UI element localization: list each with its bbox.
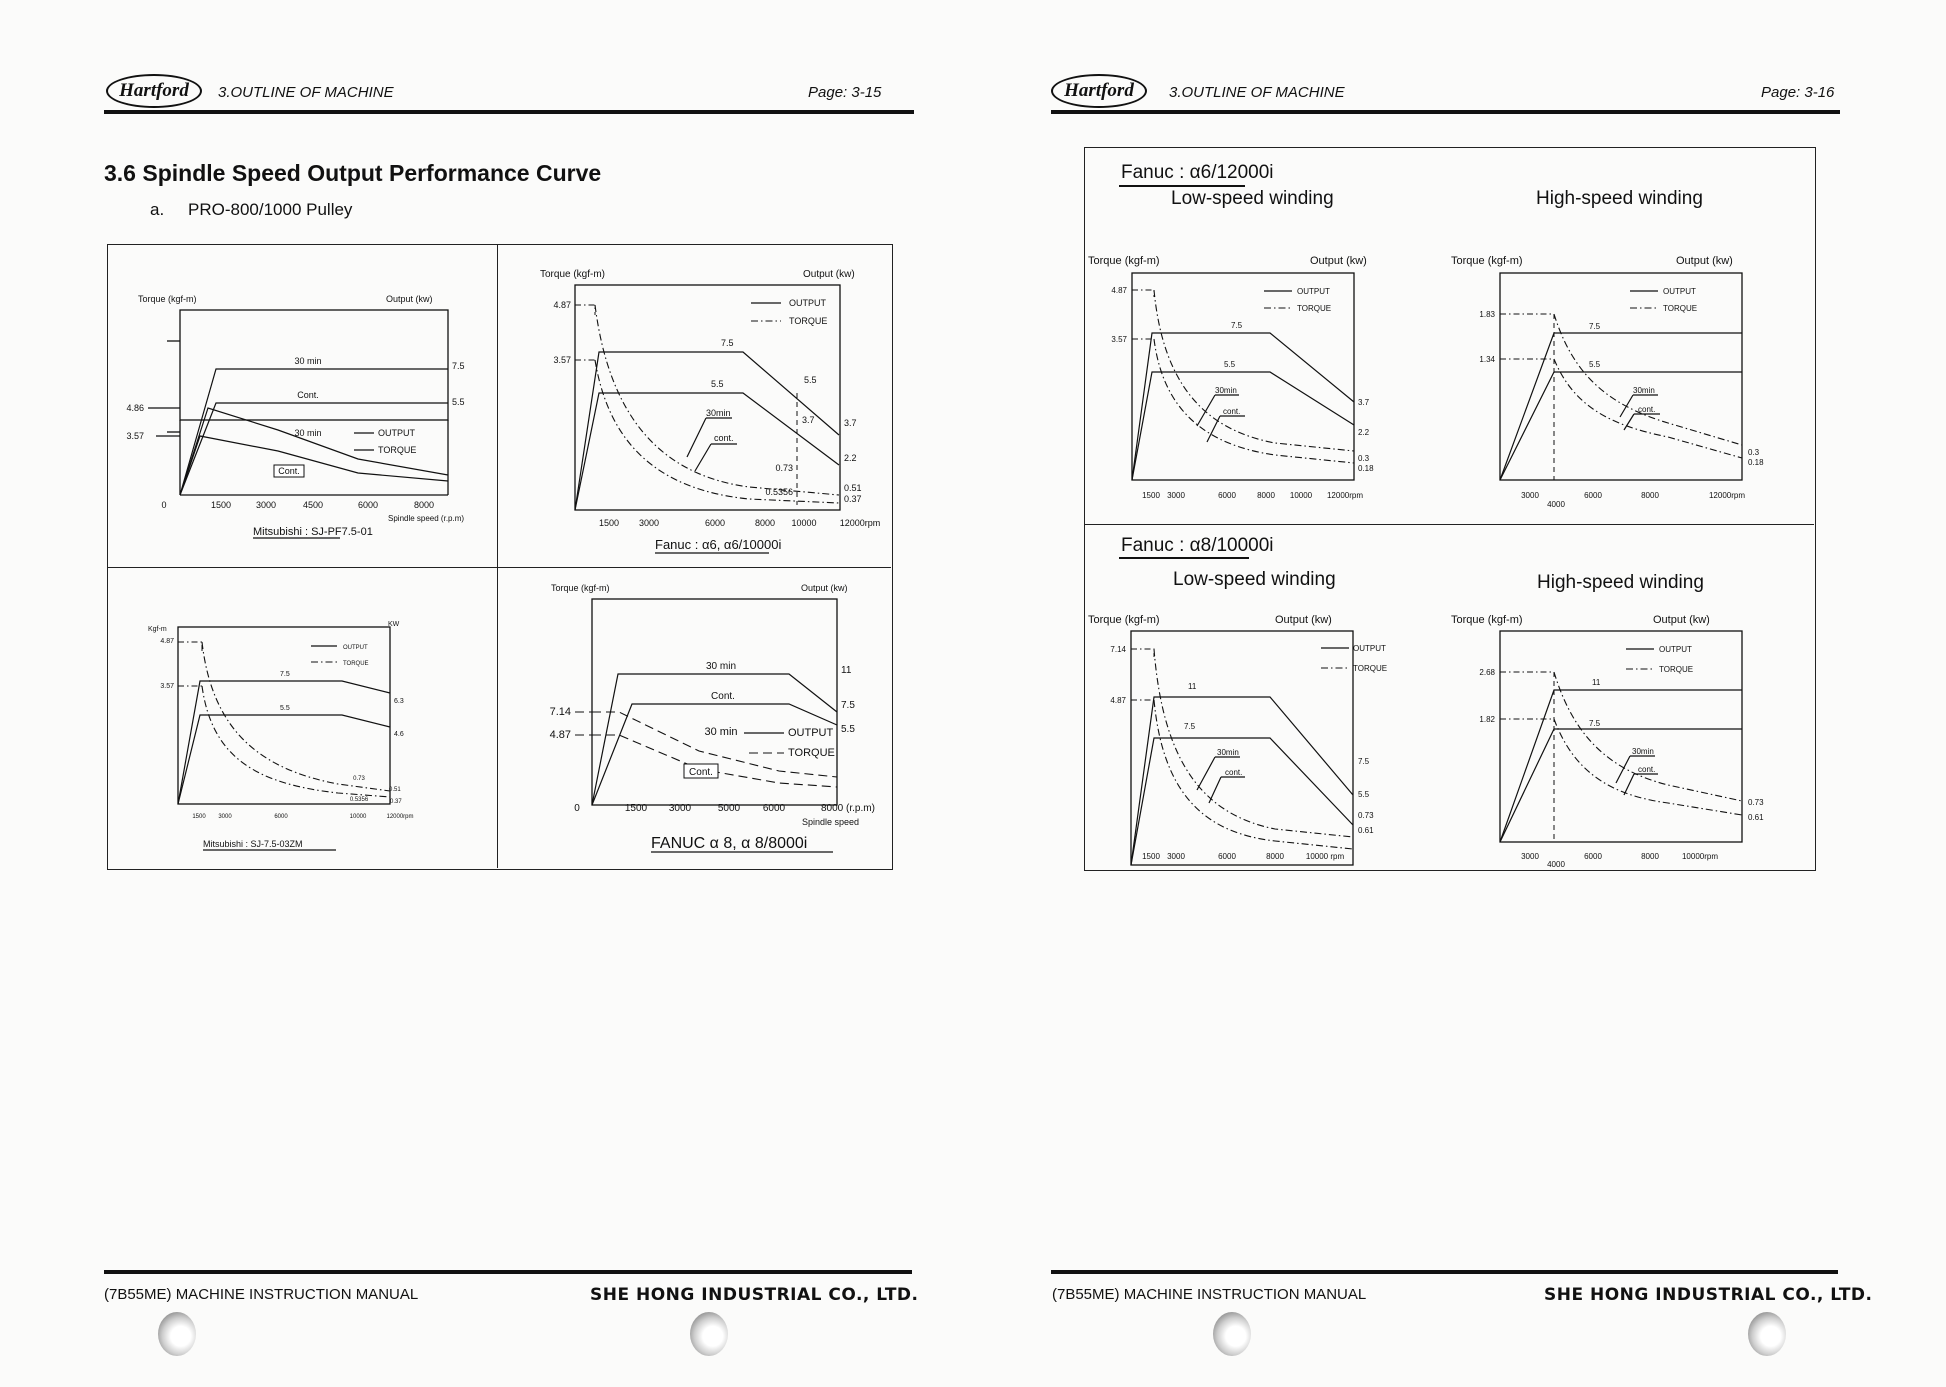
x-tick: 1500 <box>1142 852 1160 861</box>
output-tick-7.5: 7.5 <box>841 700 855 711</box>
annotation-30min-leader <box>1616 756 1630 783</box>
legend-output: OUTPUT <box>789 298 826 308</box>
x-tick: 12000rpm <box>839 518 881 528</box>
footer-rule <box>104 1270 912 1274</box>
annotation-cont: cont. <box>1638 405 1656 414</box>
x-tick: 10000 <box>791 518 817 528</box>
legend-output: OUTPUT <box>1663 287 1696 296</box>
x-tick: 3000 <box>255 500 277 510</box>
legend-torque: TORQUE <box>1659 665 1694 674</box>
torque-tick-3.57: 3.57 <box>126 431 144 441</box>
binder-hole <box>158 1312 196 1356</box>
x-tick: 3000 <box>1521 491 1539 500</box>
y2-axis-label: Output (kw) <box>1275 614 1332 626</box>
annotation-5.5-right: 5.5 <box>804 375 817 385</box>
legend-torque: TORQUE <box>378 445 417 455</box>
output-tick-2.2: 2.2 <box>1358 428 1370 437</box>
chart-title: FANUC α 8, α 8/8000i <box>651 835 808 852</box>
torque-tick-4.87: 4.87 <box>553 300 571 310</box>
annotation-30min: 30min <box>1215 386 1237 395</box>
annotation-3.7: 3.7 <box>802 415 815 425</box>
footer-company: SHE HONG INDUSTRIAL CO., LTD. <box>590 1285 919 1305</box>
output-tick-11: 11 <box>841 665 852 676</box>
x-tick: 3000 <box>668 803 692 814</box>
annotation-torque-30min: 30 min <box>294 428 322 438</box>
legend-torque: TORQUE <box>1353 664 1388 673</box>
group-title-a8-underline <box>1119 557 1249 559</box>
annotation-5.5: 5.5 <box>1224 360 1236 369</box>
annotation-torque-cont: Cont. <box>689 767 713 778</box>
chart-mitsubishi-sj-pf7 <box>108 245 496 566</box>
x-tick: 6000 <box>357 500 379 510</box>
x-tick: 6000 <box>1584 491 1602 500</box>
output-tick-0.18: 0.18 <box>1358 464 1374 473</box>
torque-tick-4.87: 4.87 <box>160 638 174 645</box>
annotation-cont-leader <box>1207 416 1220 442</box>
torque-tick-4.86: 4.86 <box>126 403 144 413</box>
x-tick: 0 <box>161 500 167 510</box>
binder-hole <box>1748 1312 1786 1356</box>
output-cont-line <box>1500 729 1742 842</box>
x-tick: 10000rpm <box>1681 852 1719 861</box>
binder-hole <box>1213 1312 1251 1356</box>
footer-company: SHE HONG INDUSTRIAL CO., LTD. <box>1544 1285 1873 1305</box>
plot-frame <box>1500 273 1742 480</box>
x-axis-label: Spindle speed (r.p.m) <box>388 514 465 523</box>
x-tick: 6000 <box>704 518 726 528</box>
chart-title: Mitsubishi : SJ-PF7.5-01 <box>253 526 373 538</box>
torque-tick-1.83: 1.83 <box>1479 310 1495 319</box>
chart-grid-vdivider <box>497 244 498 868</box>
page-number: Page: 3-15 <box>808 84 882 101</box>
x-tick: 3000 <box>638 518 660 528</box>
x-tick: 4000 <box>1547 860 1565 867</box>
legend-torque: TORQUE <box>343 661 369 667</box>
plot-frame <box>1131 631 1353 865</box>
output-tick-6.3: 6.3 <box>394 698 404 705</box>
annotation-7.5: 7.5 <box>1589 719 1601 728</box>
x-tick: 10000 <box>1289 491 1313 500</box>
torque-tick-7.14: 7.14 <box>1110 645 1126 654</box>
chart-fanuc-a8 <box>499 569 889 867</box>
right-page <box>973 0 1946 1387</box>
x-tick: 8000 <box>1257 491 1275 500</box>
torque-30min-line <box>1554 672 1742 801</box>
section-title: 3.6 Spindle Speed Output Performance Curve <box>104 160 602 186</box>
header-title: 3.OUTLINE OF MACHINE <box>218 84 394 101</box>
y2-axis-label: KW <box>388 621 400 628</box>
output-tick-4.6: 4.6 <box>394 731 404 738</box>
y2-axis-label: Output (kw) <box>801 583 848 593</box>
annotation-cont: cont. <box>1638 765 1656 774</box>
y2-axis-label: Output (kw) <box>1676 255 1733 267</box>
annotation-cont: Cont. <box>297 390 319 400</box>
torque-guide-4.87 <box>178 642 202 651</box>
y2-axis-label: Output (kw) <box>1310 255 1367 267</box>
group-title-a6-underline <box>1119 185 1245 187</box>
chart-a8-10000i-low <box>1085 605 1445 867</box>
legend-torque: TORQUE <box>1297 304 1332 313</box>
annotation-0.5356: 0.5356 <box>349 797 369 803</box>
x-tick: 12000rpm <box>386 814 414 820</box>
x-tick: 3000 <box>1167 491 1185 500</box>
x-tick: 8000 <box>1641 491 1659 500</box>
group-title-a6: Fanuc : α6/12000i <box>1121 162 1274 183</box>
torque-30min-line <box>1154 290 1354 451</box>
torque-cont-line <box>592 735 837 787</box>
output-tick-0.51: 0.51 <box>844 483 862 493</box>
x-tick: 8000 (r.p.m) <box>821 803 875 814</box>
output-tick-3.7: 3.7 <box>1358 398 1370 407</box>
footer-rule <box>1051 1270 1838 1274</box>
annotation-7.5: 7.5 <box>1184 722 1196 731</box>
annotation-7.5: 7.5 <box>1589 322 1601 331</box>
x-tick: 10000 <box>349 814 367 820</box>
annotation-30min-leader <box>1197 395 1215 426</box>
torque-tick-1.82: 1.82 <box>1479 715 1495 724</box>
x-tick: 8000 <box>1266 852 1284 861</box>
output-30min-line <box>1132 333 1354 480</box>
annotation-30min: 30min <box>1633 386 1655 395</box>
header-rule <box>1051 110 1840 114</box>
title-a8-high: High-speed winding <box>1537 572 1704 593</box>
chart-title: Fanuc : α6, α6/10000i <box>655 537 782 552</box>
annotation-30min-leader <box>1197 757 1215 790</box>
chart-a6-12000i-low <box>1085 245 1385 507</box>
hartford-logo: Hartford <box>106 74 202 108</box>
legend-torque: TORQUE <box>788 747 835 759</box>
output-cont-line <box>1132 372 1354 480</box>
x-tick: 4000 <box>1547 500 1565 507</box>
subsection-text: PRO-800/1000 Pulley <box>188 200 353 219</box>
output-30min-line <box>1131 697 1353 865</box>
x-tick: 10000 rpm <box>1305 852 1345 861</box>
annotation-30min: 30min <box>1217 748 1239 757</box>
subsection-marker: a. <box>150 200 165 219</box>
output-tick-2.2: 2.2 <box>844 453 857 463</box>
torque-30min-line <box>595 305 839 495</box>
x-tick: 12000rpm <box>1708 491 1746 500</box>
annotation-30min-leader <box>687 418 706 457</box>
x-tick: 1500 <box>624 803 648 814</box>
x-tick: 5000 <box>717 803 741 814</box>
torque-30min-line <box>1554 314 1742 445</box>
annotation-30min: 30min <box>706 408 731 418</box>
y-axis-label: Torque (kgf-m) <box>1088 614 1160 626</box>
x-tick: 4500 <box>302 500 324 510</box>
output-tick-0.73: 0.73 <box>1358 811 1374 820</box>
x-tick: 3000 <box>1521 852 1539 861</box>
annotation-cont: Cont. <box>711 691 735 702</box>
x-tick: 3000 <box>1167 852 1185 861</box>
x-tick: 6000 <box>1218 491 1236 500</box>
annotation-cont-leader <box>695 444 711 471</box>
torque-tick-1.34: 1.34 <box>1479 355 1495 364</box>
x-tick: 8000 <box>413 500 435 510</box>
output-tick-0.37: 0.37 <box>390 799 402 805</box>
y-axis-label: Torque (kgf-m) <box>1451 614 1523 626</box>
torque-tick-3.57: 3.57 <box>1111 335 1127 344</box>
subsection-title <box>150 200 352 220</box>
torque-tick-4.87: 4.87 <box>549 729 571 741</box>
legend-output: OUTPUT <box>343 645 368 651</box>
y-axis-label: Torque (kgf-m) <box>138 294 197 304</box>
x-tick: 3000 <box>218 814 232 820</box>
annotation-30min: 30min <box>1632 747 1654 756</box>
annotation-11: 11 <box>1592 678 1601 687</box>
annotation-30min: 30 min <box>705 661 737 672</box>
x-axis-label: Spindle speed <box>802 817 860 827</box>
torque-tick-4.87: 4.87 <box>1110 696 1126 705</box>
title-a8-low: Low-speed winding <box>1173 569 1336 590</box>
binder-hole <box>690 1312 728 1356</box>
annotation-cont-leader <box>1624 774 1634 795</box>
header-title: 3.OUTLINE OF MACHINE <box>1169 84 1345 101</box>
legend-output: OUTPUT <box>1353 644 1386 653</box>
legend-torque: TORQUE <box>1663 304 1698 313</box>
output-tick-3.7: 3.7 <box>844 418 857 428</box>
y-axis-label: Kgf-m <box>148 626 167 633</box>
x-tick: 6000 <box>762 803 786 814</box>
annotation-torque-cont: Cont. <box>278 466 300 476</box>
torque-30min-line <box>1154 649 1353 837</box>
torque-guide-4.87 <box>1132 290 1154 297</box>
y-axis-label: Torque (kgf-m) <box>1451 255 1523 267</box>
x-tick: 0 <box>574 803 580 814</box>
title-a6-low: Low-speed winding <box>1171 188 1334 209</box>
output-tick-0.18: 0.18 <box>1748 458 1764 467</box>
torque-tick-4.87: 4.87 <box>1111 286 1127 295</box>
legend-output: OUTPUT <box>378 428 415 438</box>
legend-output: OUTPUT <box>1659 645 1692 654</box>
annotation-torque-30min: 30 min <box>704 726 738 738</box>
output-cont-line <box>1500 372 1742 480</box>
title-a6-high: High-speed winding <box>1536 188 1703 209</box>
legend-output: OUTPUT <box>1297 287 1330 296</box>
x-tick: 1500 <box>192 814 206 820</box>
x-tick: 1500 <box>210 500 232 510</box>
y-axis-label: Torque (kgf-m) <box>551 583 610 593</box>
group-title-a8: Fanuc : α8/10000i <box>1121 535 1274 556</box>
annotation-0.5356: 0.5356 <box>765 487 793 497</box>
output-30min-line <box>178 681 390 804</box>
legend-torque: TORQUE <box>789 316 828 326</box>
annotation-7.5: 7.5 <box>1231 321 1243 330</box>
output-tick-0.3: 0.3 <box>1748 448 1760 457</box>
y2-axis-label: Output (kw) <box>1653 614 1710 626</box>
footer-manual: (7B55ME) MACHINE INSTRUCTION MANUAL <box>1052 1286 1367 1303</box>
annotation-7.5: 7.5 <box>280 671 290 678</box>
x-tick: 12000rpm <box>1326 491 1364 500</box>
annotation-cont: cont. <box>1223 407 1241 416</box>
annotation-5.5: 5.5 <box>1589 360 1601 369</box>
output-tick-5.5: 5.5 <box>452 397 465 407</box>
y2-axis-label: Output (kw) <box>386 294 433 304</box>
output-tick-0.73: 0.73 <box>1748 798 1764 807</box>
footer-manual: (7B55ME) MACHINE INSTRUCTION MANUAL <box>104 1286 419 1303</box>
output-tick-7.5: 7.5 <box>452 361 465 371</box>
output-cont-line <box>178 715 390 804</box>
x-tick: 6000 <box>274 814 288 820</box>
torque-guide-4.87 <box>575 305 595 315</box>
page-number: Page: 3-16 <box>1761 84 1835 101</box>
y-axis-label: Torque (kgf-m) <box>1088 255 1160 267</box>
output-tick-0.3: 0.3 <box>1358 454 1370 463</box>
output-tick-0.61: 0.61 <box>1748 813 1764 822</box>
output-30min-line <box>575 352 839 510</box>
x-tick: 6000 <box>1584 852 1602 861</box>
x-tick: 8000 <box>754 518 776 528</box>
header-rule <box>104 110 914 114</box>
x-tick: 1500 <box>598 518 620 528</box>
y-axis-label: Torque (kgf-m) <box>540 269 606 280</box>
torque-tick-3.57: 3.57 <box>553 355 571 365</box>
annotation-cont: cont. <box>714 433 734 443</box>
torque-tick-3.57: 3.57 <box>160 683 174 690</box>
legend-output: OUTPUT <box>788 727 834 739</box>
chart-grid-hdivider <box>107 567 891 568</box>
chart-a6-12000i-high <box>1448 245 1812 507</box>
annotation-30min: 30 min <box>294 356 322 366</box>
output-tick-0.51: 0.51 <box>389 787 401 793</box>
annotation-7.5: 7.5 <box>721 338 734 348</box>
y2-axis-label: Output (kw) <box>803 269 855 280</box>
chart-fanuc-a6 <box>499 245 889 566</box>
hartford-logo: Hartford <box>1051 74 1147 108</box>
torque-cont-line <box>1154 339 1354 463</box>
x-tick: 6000 <box>1218 852 1236 861</box>
x-tick: 1500 <box>1142 491 1160 500</box>
x-tick: 8000 <box>1641 852 1659 861</box>
annotation-5.5: 5.5 <box>280 705 290 712</box>
output-tick-0.37: 0.37 <box>844 494 862 504</box>
torque-tick-2.68: 2.68 <box>1479 668 1495 677</box>
annotation-30min-leader <box>1620 395 1633 417</box>
chart-group-divider <box>1084 524 1814 525</box>
chart-title: Mitsubishi : SJ-7.5-03ZM <box>203 839 303 849</box>
annotation-11: 11 <box>1188 682 1197 691</box>
chart-mitsubishi-sj-7.5 <box>108 569 496 867</box>
torque-tick-7.14: 7.14 <box>549 706 571 718</box>
annotation-0.73: 0.73 <box>353 776 365 782</box>
plot-frame <box>1500 631 1742 842</box>
output-tick-0.61: 0.61 <box>1358 826 1374 835</box>
annotation-cont-leader <box>1209 777 1221 803</box>
annotation-0.73: 0.73 <box>775 463 793 473</box>
output-tick-5.5: 5.5 <box>841 724 855 735</box>
annotation-5.5: 5.5 <box>711 379 724 389</box>
output-tick-7.5: 7.5 <box>1358 757 1370 766</box>
chart-a8-10000i-high <box>1448 605 1812 867</box>
output-tick-5.5: 5.5 <box>1358 790 1370 799</box>
annotation-cont: cont. <box>1225 768 1243 777</box>
torque-guide-7.14 <box>1131 649 1154 657</box>
